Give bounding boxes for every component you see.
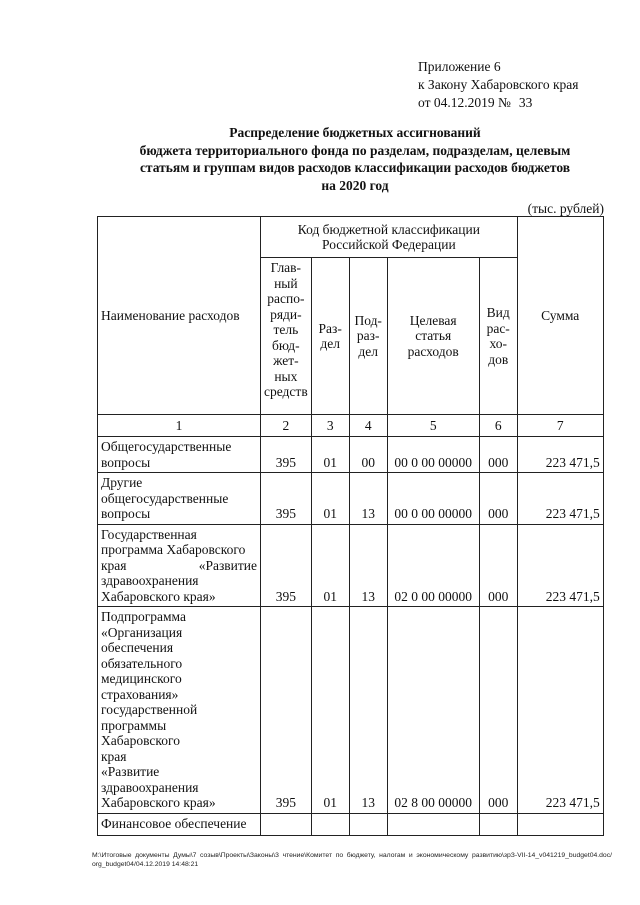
row-csr [387,813,479,835]
colnum-2: 2 [261,415,312,437]
appendix-label: Приложение 6 [418,59,501,74]
row-sum: 223 471,5 [517,607,603,814]
row-vr [479,813,517,835]
row-name: Финансовое обеспечение [98,813,261,835]
row-grbs: 395 [261,437,312,473]
row-razdel: 01 [311,524,349,607]
table-row [98,437,604,473]
appendix-date: от 04.12.2019 № [418,95,511,110]
header-razdel: Раз- дел [311,258,349,415]
table-row [98,473,604,525]
column-number-row [98,415,604,437]
row-sum: 223 471,5 [517,524,603,607]
budget-table [97,216,604,836]
row-name: Государственная программа Хабаровского края «Развитие здравоохранения Хабаровского края» [98,524,261,607]
title-line-4: на 2020 год [321,177,389,193]
title-line-2: бюджета территориального фонда по разделам, подразделам, целевым [139,142,571,158]
row-razdel [311,813,349,835]
appendix-number: 33 [518,95,533,110]
row-razdel: 01 [311,607,349,814]
row-csr: 02 0 00 00000 [387,524,479,607]
units-label: (тыс. рублей) [527,201,604,216]
header-vr: Вид рас- хо- дов [479,258,517,415]
appendix-header [418,58,579,112]
title-line-1: Распределение бюджетных ассигнований [229,125,481,140]
row-vr: 000 [479,607,517,814]
row-name: Общегосударственные вопросы [98,437,261,473]
row-name: Подпрограмма «Организация обеспечения обязательного медицинского страхования» государственной программы Хабаровского края «Развитие здравоохранения Хабаровского края» [98,607,261,814]
row-csr: 00 0 00 00000 [387,473,479,525]
file-path-footer: M:\Итоговые документы Думы\7 созыв\Проекты\Законы\3 чтение\Комитет по бюджету, налогам и экономическому развитию\зрЗ-VII-14_v041219_budget04.doc/ org_budget04/04.12.2019 14:48:21 [92,852,612,868]
header-name: Наименование расходов [98,217,261,415]
row-vr: 000 [479,524,517,607]
header-sum: Сумма [517,217,603,415]
row-name: Другие общегосударственные вопросы [98,473,261,525]
title-line-3: статьям и группам видов расходов классификации расходов бюджетов [139,160,571,175]
row-grbs [261,813,312,835]
table-row [98,607,604,814]
row-podrazdel: 13 [349,524,387,607]
row-csr: 00 0 00 00000 [387,437,479,473]
document-title [95,124,615,194]
row-podrazdel: 13 [349,473,387,525]
colnum-7: 7 [517,415,603,437]
row-razdel: 01 [311,473,349,525]
row-sum [517,813,603,835]
row-grbs: 395 [261,473,312,525]
appendix-law-ref: к Закону Хабаровского края [418,77,579,92]
row-vr: 000 [479,473,517,525]
row-podrazdel: 13 [349,607,387,814]
colnum-5: 5 [387,415,479,437]
header-code-group: Код бюджетной классификации Российской Федерации [261,217,518,258]
colnum-1: 1 [98,415,261,437]
row-podrazdel [349,813,387,835]
colnum-6: 6 [479,415,517,437]
colnum-3: 3 [311,415,349,437]
row-podrazdel: 00 [349,437,387,473]
table-row [98,813,604,835]
row-grbs: 395 [261,524,312,607]
colnum-4: 4 [349,415,387,437]
row-sum: 223 471,5 [517,437,603,473]
row-razdel: 01 [311,437,349,473]
header-podrazdel: Под- раз- дел [349,258,387,415]
row-vr: 000 [479,437,517,473]
appendix-date-line [418,94,579,112]
header-row-group [98,217,604,258]
row-sum: 223 471,5 [517,473,603,525]
row-csr: 02 8 00 00000 [387,607,479,814]
row-grbs: 395 [261,607,312,814]
header-grbs: Глав- ный распо- ряди- тель бюд- жет- ных средств [261,258,312,415]
header-csr: Целевая статья расходов [387,258,479,415]
table-row [98,524,604,607]
